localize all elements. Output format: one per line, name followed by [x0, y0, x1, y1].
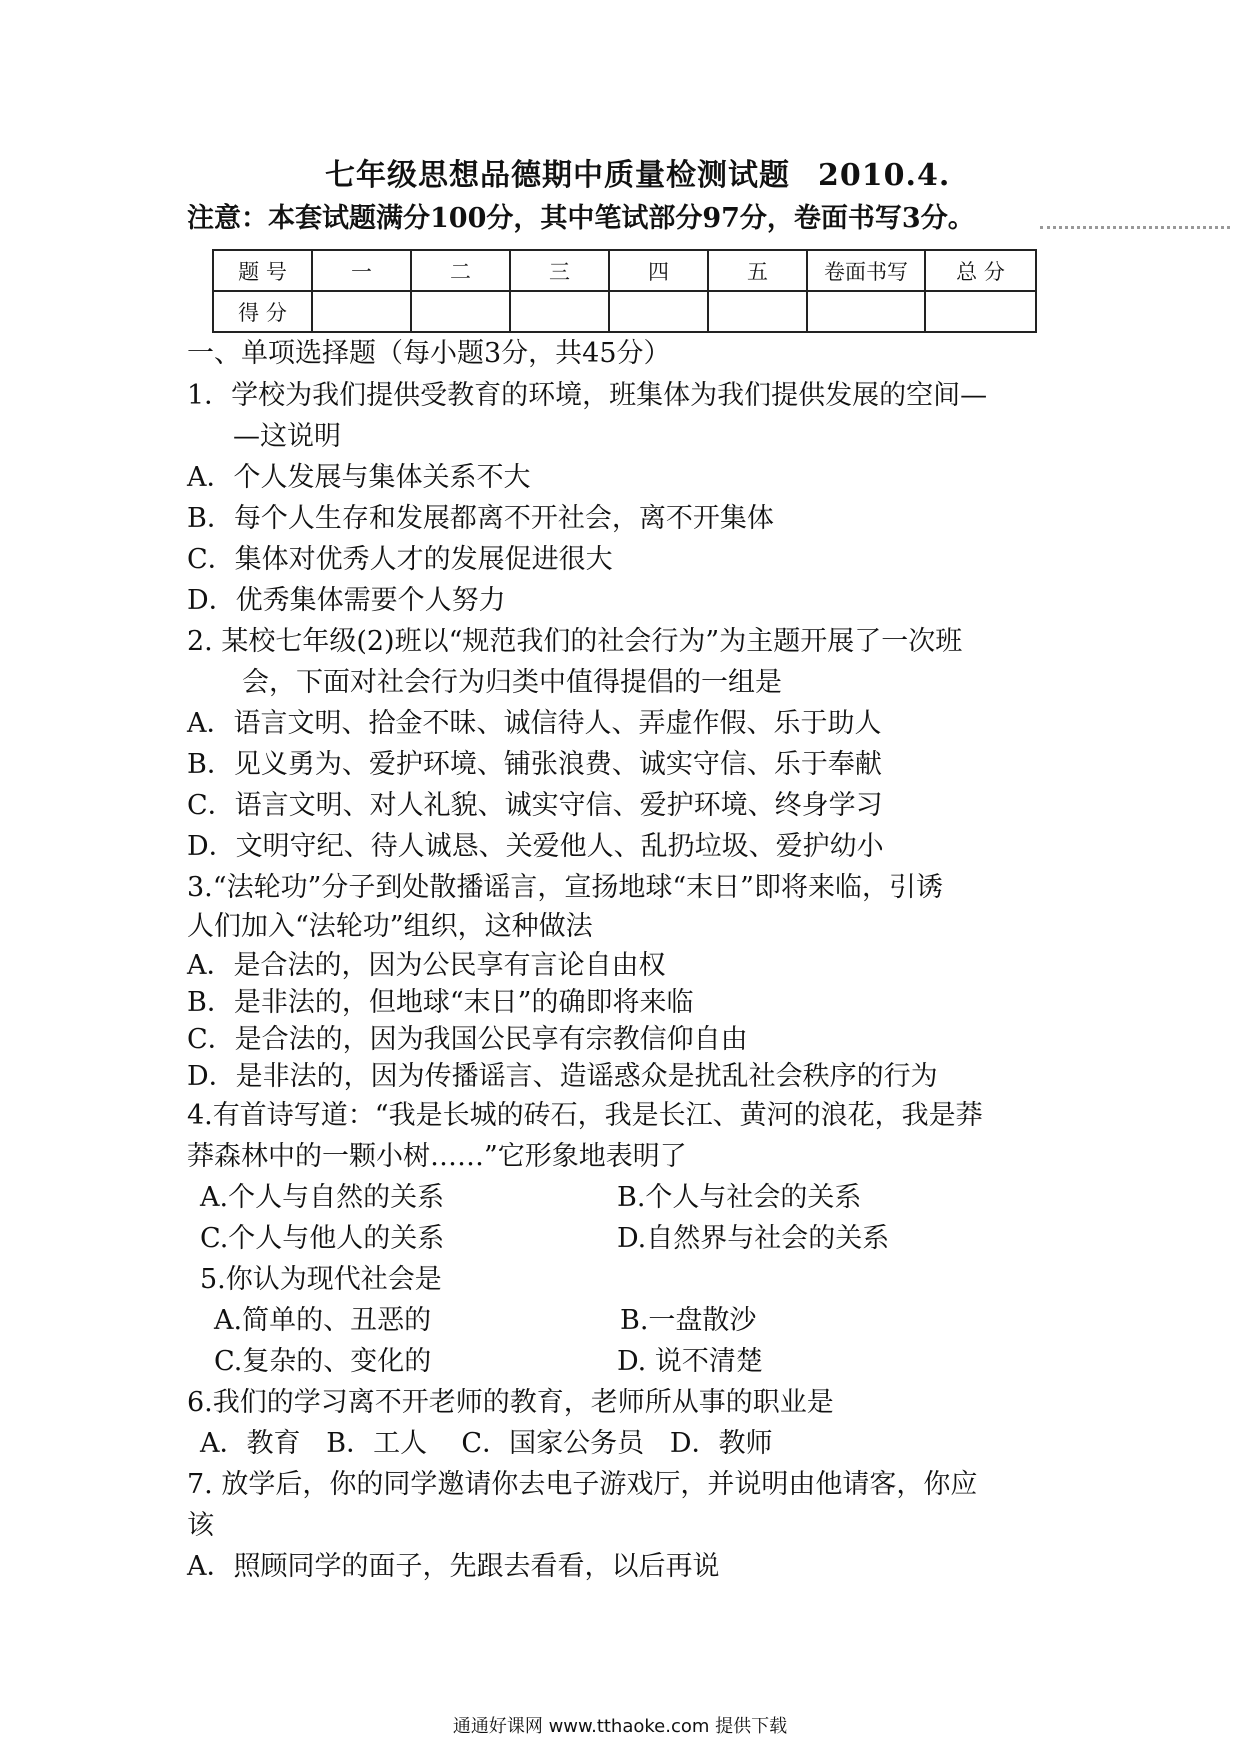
- option-text: B.一盘散沙: [620, 1305, 757, 1336]
- score-blank-cell: [925, 291, 1036, 332]
- question-text: 3.“法轮功”分子到处散播谣言，宣扬地球“末日”即将来临，引诱: [187, 872, 943, 903]
- score-cell: 五: [708, 250, 807, 291]
- score-cell: 三: [510, 250, 609, 291]
- exam-title: [325, 150, 950, 194]
- option-text: A．照顾同学的面子，先跟去看看，以后再说: [187, 1551, 720, 1582]
- score-cell: 卷面书写: [807, 250, 925, 291]
- option-text: D．优秀集体需要个人努力: [187, 585, 506, 616]
- question-text: 人们加入“法轮功”组织，这种做法: [187, 911, 593, 942]
- option-text: A．教育 B．工人 C．国家公务员 D．教师: [200, 1428, 773, 1459]
- option-text: D．是非法的，因为传播谣言、造谣惑众是扰乱社会秩序的行为: [187, 1061, 938, 1092]
- title-date: 2010.4.: [818, 158, 951, 193]
- score-blank-cell: [411, 291, 510, 332]
- page-footer: 通通好课网 www.tthaoke.com 提供下载: [452, 1716, 788, 1737]
- score-blank-cell: [807, 291, 925, 332]
- score-cell: 一: [312, 250, 411, 291]
- option-text: B.个人与社会的关系: [617, 1182, 862, 1213]
- score-blank-cell: [708, 291, 807, 332]
- option-text: C．是合法的，因为我国公民享有宗教信仰自由: [187, 1024, 748, 1055]
- option-text: A．语言文明、拾金不昧、诚信待人、弄虚作假、乐于助人: [187, 708, 882, 739]
- question-text: 5.你认为现代社会是: [200, 1264, 442, 1295]
- question-text: —这说明: [233, 421, 341, 452]
- score-cell: 四: [609, 250, 708, 291]
- option-text: B．每个人生存和发展都离不开社会，离不开集体: [187, 503, 774, 534]
- score-table-score-row: [213, 291, 1036, 332]
- section-heading: 一、单项选择题（每小题3分，共45分）: [187, 338, 671, 369]
- option-text: A.个人与自然的关系: [200, 1182, 445, 1213]
- question-text: 7. 放学后，你的同学邀请你去电子游戏厅，并说明由他请客，你应: [187, 1469, 978, 1500]
- score-table-header-row: [213, 250, 1036, 291]
- option-text: C.复杂的、变化的: [214, 1346, 432, 1377]
- option-text: C．语言文明、对人礼貌、诚实守信、爱护环境、终身学习: [187, 790, 883, 821]
- score-cell: 题 号: [213, 250, 312, 291]
- option-text: C.个人与他人的关系: [200, 1223, 445, 1254]
- option-text: B．见义勇为、爱护环境、铺张浪费、诚实守信、乐于奉献: [187, 749, 882, 780]
- option-text: D.自然界与社会的关系: [617, 1223, 890, 1254]
- option-text: A．个人发展与集体关系不大: [187, 462, 531, 493]
- question-text: 莽森林中的一颗小树……”它形象地表明了: [187, 1141, 687, 1172]
- question-text: 4.有首诗写道：“我是长城的砖石，我是长江、黄河的浪花，我是莽: [187, 1100, 983, 1131]
- question-text: 1．学校为我们提供受教育的环境，班集体为我们提供发展的空间—: [187, 380, 988, 411]
- title-text: 七年级思想品德期中质量检测试题: [325, 158, 790, 193]
- option-text: C．集体对优秀人才的发展促进很大: [187, 544, 613, 575]
- score-blank-cell: [312, 291, 411, 332]
- score-cell: 得 分: [213, 291, 312, 332]
- question-text: 2. 某校七年级(2)班以“规范我们的社会行为”为主题开展了一次班: [187, 626, 963, 657]
- score-cell: 总 分: [925, 250, 1036, 291]
- exam-notice: 注意：本套试题满分100分，其中笔试部分97分，卷面书写3分。: [187, 203, 975, 234]
- option-text: A．是合法的，因为公民享有言论自由权: [187, 950, 666, 981]
- option-text: D. 说不清楚: [617, 1346, 763, 1377]
- option-text: A.简单的、丑恶的: [214, 1305, 432, 1336]
- dotted-leader: [1040, 222, 1230, 229]
- score-blank-cell: [510, 291, 609, 332]
- score-table: [212, 249, 1037, 333]
- score-blank-cell: [609, 291, 708, 332]
- option-text: D．文明守纪、待人诚恳、关爱他人、乱扔垃圾、爱护幼小: [187, 831, 884, 862]
- score-cell: 二: [411, 250, 510, 291]
- question-text: 6.我们的学习离不开老师的教育，老师所从事的职业是: [187, 1387, 834, 1418]
- option-text: B．是非法的，但地球“末日”的确即将来临: [187, 987, 694, 1018]
- question-text: 会，下面对社会行为归类中值得提倡的一组是: [242, 667, 782, 698]
- question-text: 该: [187, 1510, 214, 1541]
